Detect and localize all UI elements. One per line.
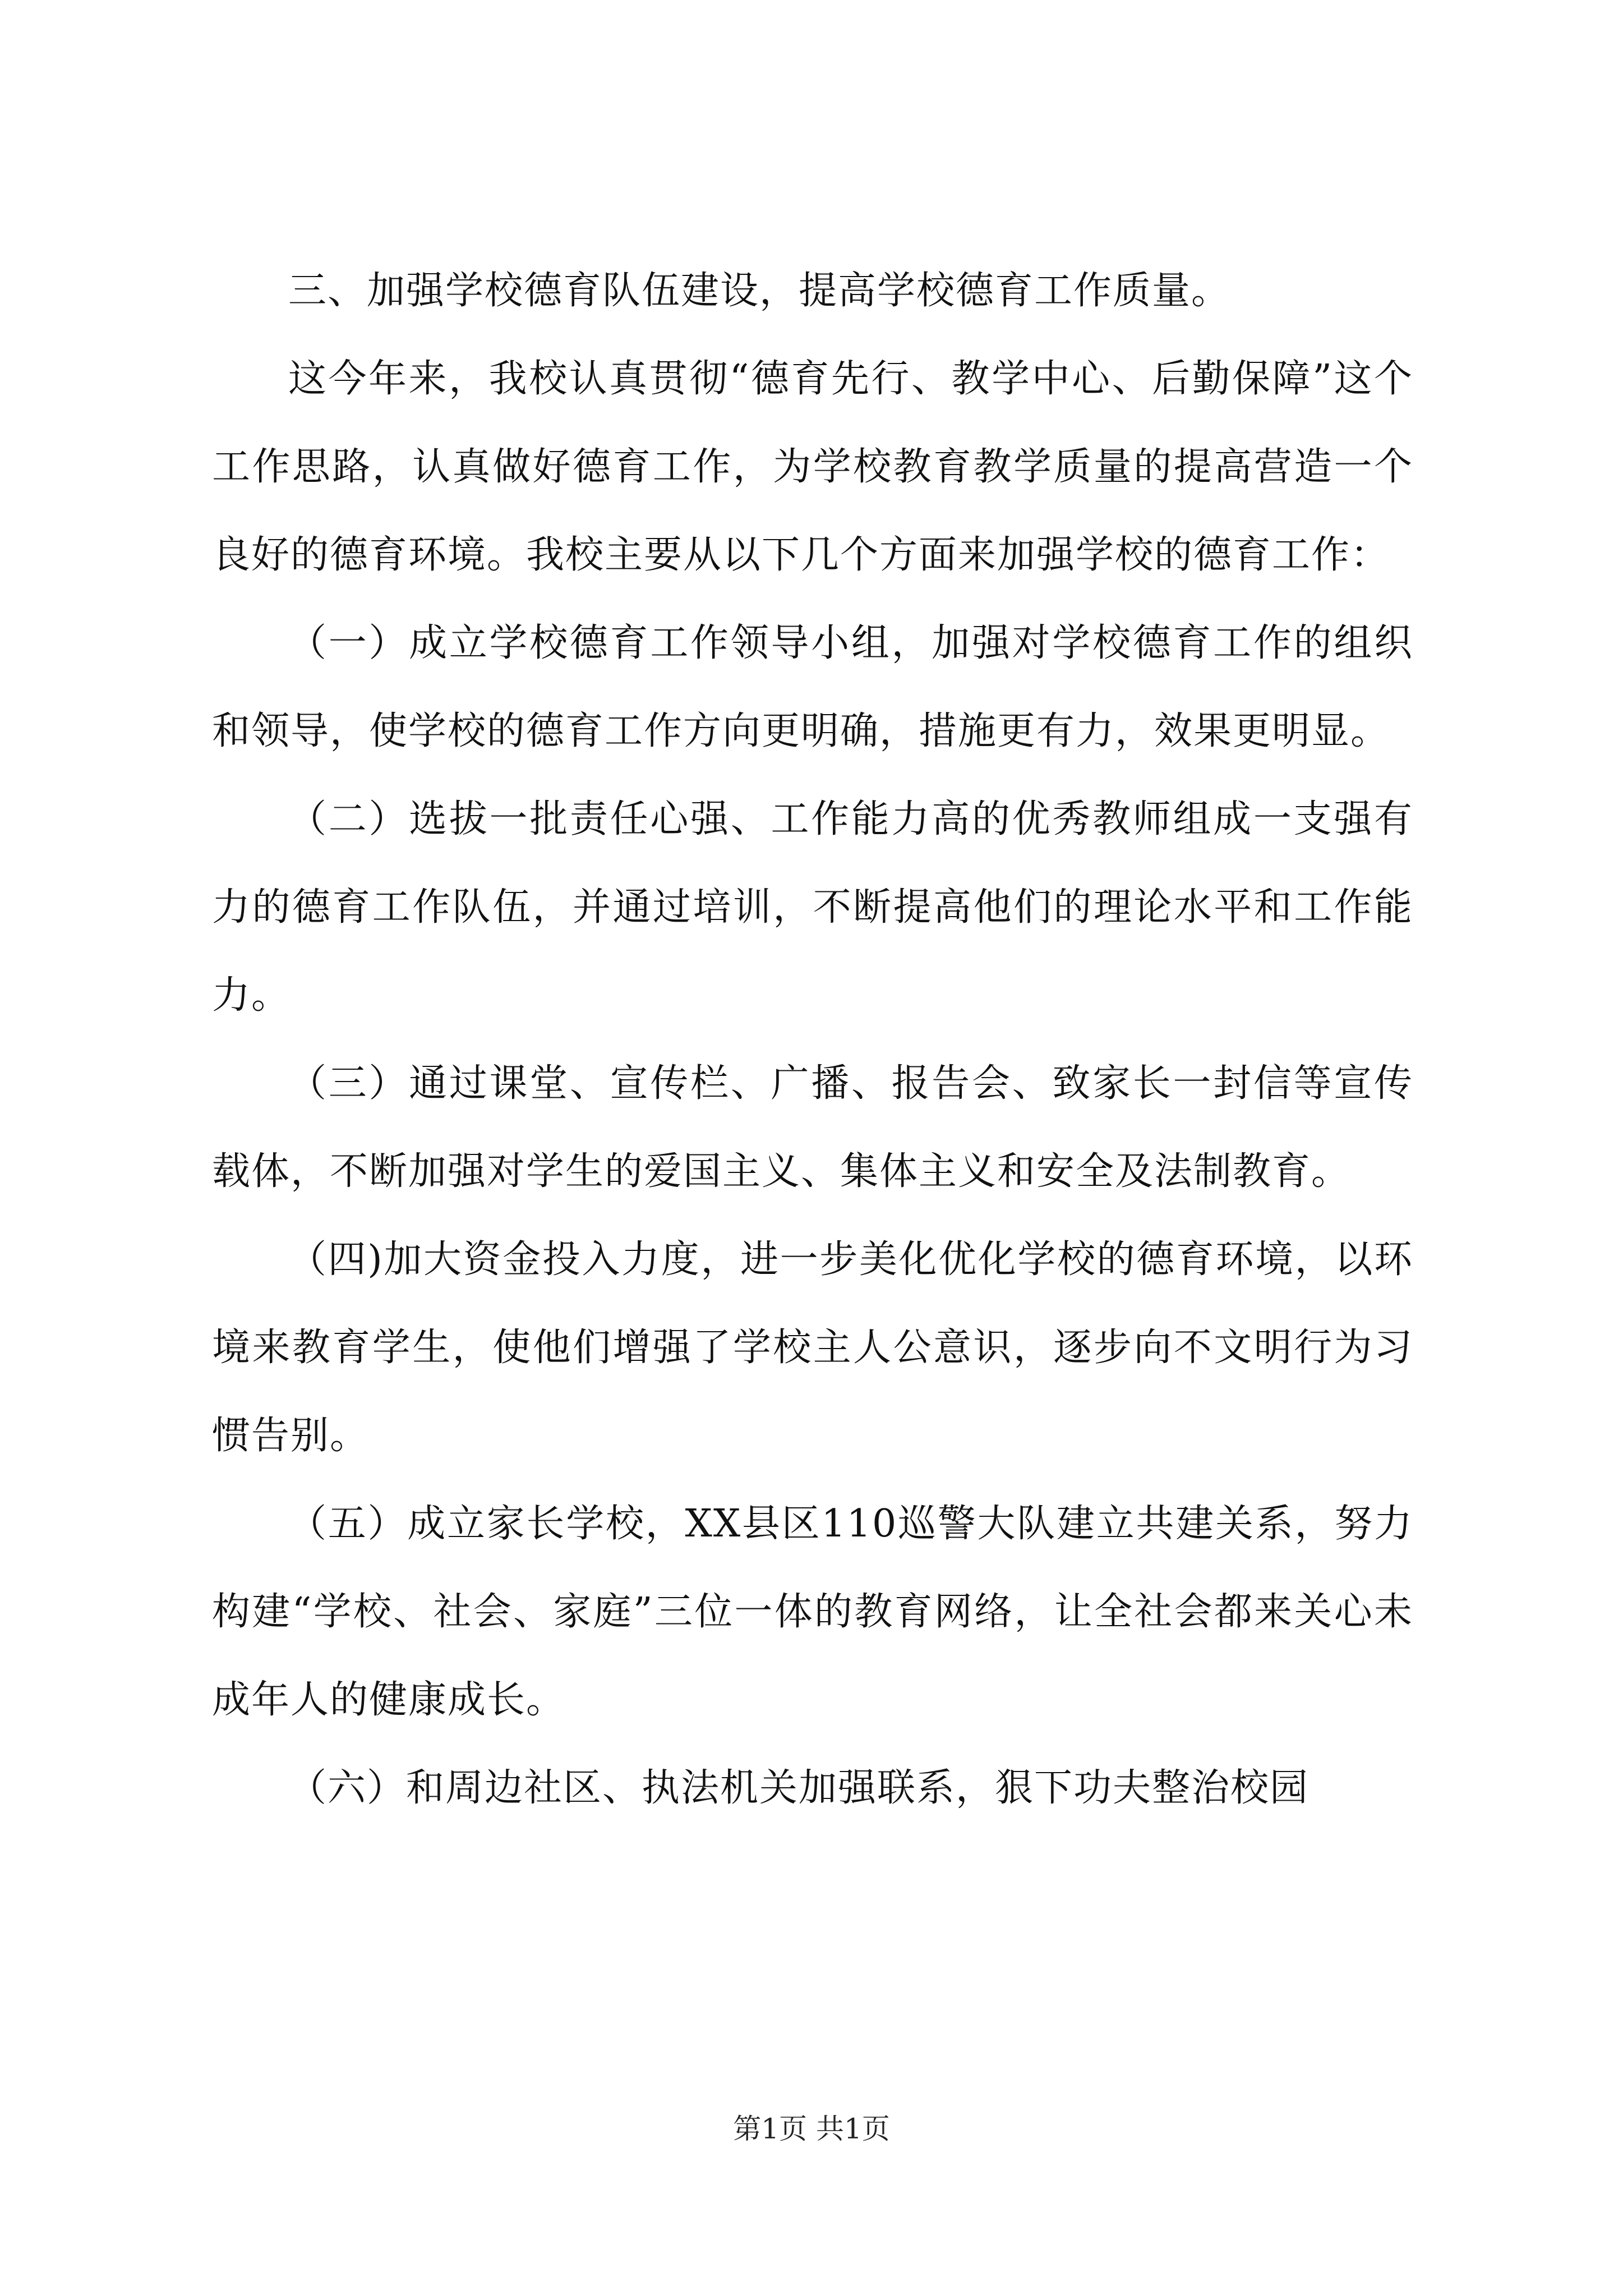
paragraph-item-6: （六）和周边社区、执法机关加强联系，狠下功夫整治校园 <box>288 1766 1310 1810</box>
paragraph-intro: 这今年来，我校认真贯彻“德育先行、教学中心、后勤保障”这个工作思路，认真做好德育工作，为学校教育教学质量的提高营造一个良好的德育环境。我校主要从以下几个方面来加强学校的德育工作： <box>212 357 1413 577</box>
paragraph-item-4: （四)加大资金投入力度，进一步美化优化学校的德育环境，以环境来教育学生，使他们增强了学校主人公意识，逐步向不文明行为习惯告别。 <box>212 1237 1413 1458</box>
document-body <box>212 247 1413 1832</box>
paragraph-item-3: （三）通过课堂、宣传栏、广播、报告会、致家长一封信等宣传载体，不断加强对学生的爱国主义、集体主义和安全及法制教育。 <box>212 1061 1413 1194</box>
paragraph-item-1: （一）成立学校德育工作领导小组，加强对学校德育工作的组织和领导，使学校的德育工作方向更明确，措施更有力，效果更明显。 <box>212 621 1413 753</box>
paragraph-item-5: （五）成立家长学校，XX县区110巡警大队建立共建关系，努力构建“学校、社会、家庭”三位一体的教育网络，让全社会都来关心未成年人的健康成长。 <box>212 1502 1413 1722</box>
paragraph-item-2: （二）选拔一批责任心强、工作能力高的优秀教师组成一支强有力的德育工作队伍，并通过培训，不断提高他们的理论水平和工作能力。 <box>212 797 1413 1018</box>
section-heading: 三、加强学校德育队伍建设，提高学校德育工作质量。 <box>288 269 1231 313</box>
page-number-footer: 第1页 共1页 <box>733 2113 890 2145</box>
